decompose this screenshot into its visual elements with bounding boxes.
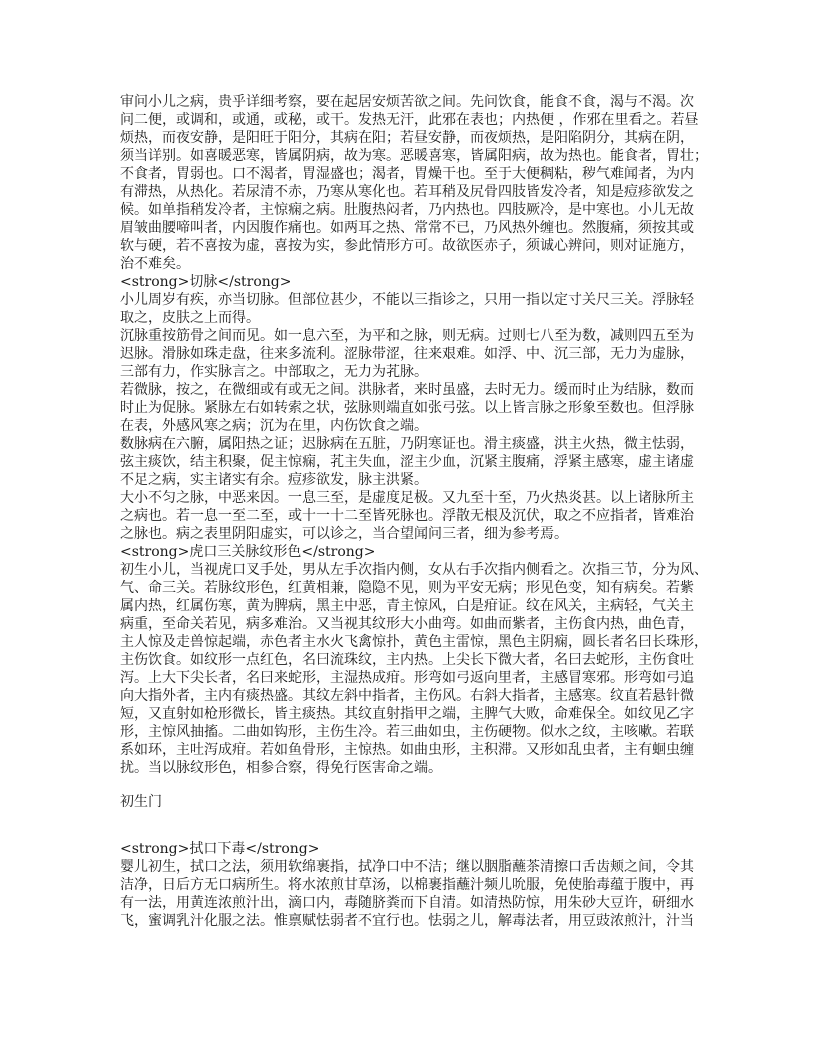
text-line: 小儿周岁有疾，亦当切脉。但部位甚少，不能以三指诊之，只用一指以定寸关尺三关。浮脉轻 <box>120 292 694 308</box>
text-line: 系如环，主吐泻成疳。若如鱼骨形，主惊热。如曲虫形，主积滞。又形如乱虫者，主有蛔虫缠 <box>120 742 694 758</box>
spacer <box>120 777 720 793</box>
text-line: 须当详别。如喜暖恶寒，皆属阴病，故为寒。恶暖喜寒，皆属阳病，故为热也。能食者，胃壮； <box>120 148 708 164</box>
paragraph-rapid-pulse <box>120 435 720 489</box>
text-line: 短，又直射如枪形微长，皆主痰热。其纹直射指甲之端，主脾气大败，命难保全。如纹见乙字 <box>120 706 694 722</box>
text-line: 眉皱曲腰啼叫者，内因腹作痛也。如两耳之热、常常不已，乃风热外缠也。然腹痛，须按其或 <box>120 220 694 236</box>
text-line: 扰。当以脉纹形色，相参合察，得免行医害命之端。 <box>120 760 442 776</box>
text-line: 有一法，用黄连浓煎汁出，滴口内，毒随脐粪而下自清。如清热防惊，用朱砂大豆许，研细水 <box>120 895 694 911</box>
heading-hukou: <strong>虎口三关脉纹形色</strong> <box>120 544 376 560</box>
text-line: 问二便，或调和，或通，或秘，或干。发热无汗，此邪在表也；内热便 ，作邪在里看之。若昼 <box>120 112 699 128</box>
text-line: 之脉也。病之表里阴阳虚实，可以诊之，当合望闻问三者，细为参考焉。 <box>120 526 568 542</box>
text-line: 不足之病，实主诸实有余。痘疹欲发，脉主洪紧。 <box>120 472 428 488</box>
paragraph-hukou <box>120 561 720 777</box>
text-line: 不食者，胃弱也。口不渴者，胃湿盛也；渴者，胃燥干也。至于大便稠粘，秽气难闻者，为内 <box>120 166 694 182</box>
text-line: 时止为促脉。紧脉左右如转索之状，弦脉则端直如张弓弦。以上皆言脉之形象至数也。但浮脉 <box>120 400 694 416</box>
text-line: 在表，外感风寒之病；沉为在里，内伤饮食之端。 <box>120 418 428 434</box>
text-line: 有滞热，从热化。若尿清不赤，乃寒从寒化也。若耳稍及尻骨四肢皆发冷者，知是痘疹欲发之 <box>120 184 694 200</box>
text-line: 审问小儿之病，贵乎详细考察，要在起居安烦苦欲之间。先问饮食，能食不食，渴与不渴。次 <box>120 94 694 110</box>
text-line: 之病也。若一息一至二至，或十一十二至皆死脉也。浮散无根及沉伏，取之不应指者，皆难治 <box>120 508 694 524</box>
text-line: 洁净，日后方无口病所生。将水浓煎甘草汤，以棉裹指蘸汁频儿吮服，免使胎毒蕴于腹中，再 <box>120 877 694 893</box>
text-line: 弦主痰饮，结主积聚，促主惊痫，芤主失血，涩主少血，沉紧主腹痛，浮紧主感寒，虚主诸虚 <box>120 454 694 470</box>
paragraph-shikou <box>120 858 720 930</box>
text-line: 初生小儿，当视虎口叉手处，男从左手次指内侧，女从右手次指内侧看之。次指三节，分为风、 <box>120 562 708 578</box>
paragraph-uneven-pulse <box>120 489 720 543</box>
section-title: 初生门 <box>120 794 162 810</box>
text-line: 沉脉重按筋骨之间而见。如一息六至，为平和之脉，则无病。过则七八至为数，减则四五至为 <box>120 328 694 344</box>
text-line: 取之，皮肤之上而得。 <box>120 310 260 326</box>
document-page <box>120 93 720 930</box>
text-line: 迟脉。滑脉如珠走盘，往来多流利。涩脉带涩，往来艰难。如浮、中、沉三部，无力为虚脉， <box>120 346 694 362</box>
text-line: 候。如单指稍发冷者，主惊痫之病。肚腹热闷者，乃内热也。四肢厥冷，是中寒也。小儿无故 <box>120 202 694 218</box>
paragraph-pulse-intro <box>120 291 720 327</box>
text-line: 烦热，而夜安静，是阳旺于阳分，其病在阳；若昼安静，而夜烦热，是阳陷阴分，其病在阴， <box>120 130 694 146</box>
heading-shikou: <strong>拭口下毒</strong> <box>120 841 320 857</box>
text-line: 形，主惊风抽搐。二曲如钩形，主伤生冷。若三曲如虫，主伤硬物。似水之纹，主咳嗽。若联 <box>120 724 694 740</box>
text-line: 三部有力，作实脉言之。中部取之，无力为芤脉。 <box>120 364 428 380</box>
text-line: 病重，至命关若见，病多难治。又当视其纹形大小曲弯。如曲而紫者，主伤食内热，曲色青， <box>120 616 694 632</box>
text-line: 若微脉，按之，在微细或有或无之间。洪脉者，来时虽盛，去时无力。缓而时止为结脉，数而 <box>120 382 694 398</box>
text-line: 飞，蜜调乳汁化服之法。惟禀赋怯弱者不宜行也。怯弱之儿，解毒法者，用豆豉浓煎汁，汁当 <box>120 913 694 929</box>
text-line: 主伤饮食。如纹形一点红色，名曰流珠纹，主内热。上尖长下微大者，名曰去蛇形，主伤食吐 <box>120 652 694 668</box>
text-line: 气、命三关。若脉纹形色，红黄相兼，隐隐不见，则为平安无病；形见色变，知有病矣。若紫 <box>120 580 694 596</box>
heading-qiemai: <strong>切脉</strong> <box>120 274 292 290</box>
spacer <box>120 811 720 840</box>
text-line: 主人惊及走兽惊起端，赤色者主水火飞禽惊扑，黄色主雷惊，黑色主阴痫，圆长者名曰长珠形， <box>120 634 708 650</box>
paragraph-faint-pulse <box>120 381 720 435</box>
text-line: 泻。上大下尖长者，名曰来蛇形，主湿热成疳。形弯如弓返向里者，主感冒寒邪。形弯如弓追 <box>120 670 694 686</box>
paragraph-intro <box>120 93 720 273</box>
text-line: 大小不匀之脉，中恶来因。一息三至，是虚度足极。又九至十至，乃火热炎甚。以上诸脉所主 <box>120 490 694 506</box>
text-line: 婴儿初生，拭口之法，须用软绵裹指，拭净口中不洁；继以胭脂蘸茶清擦口舌齿颊之间，令其 <box>120 859 694 875</box>
text-line: 数脉病在六腑，属阳热之证；迟脉病在五脏，乃阴寒证也。滑主痰盛，洪主火热，微主怯弱， <box>120 436 694 452</box>
text-line: 向大指外者，主内有痰热盛。其纹左斜中指者，主伤风。右斜大指者，主感寒。纹直若悬针微 <box>120 688 694 704</box>
text-line: 属内热，红属伤寒，黄为脾病，黑主中恶，青主惊风，白是疳证。纹在风关，主病轻，气关主 <box>120 598 694 614</box>
text-line: 治不难矣。 <box>120 256 190 272</box>
paragraph-deep-pulse <box>120 327 720 381</box>
text-line: 软与硬，若不喜按为虚，喜按为实，参此情形方可。故欲医赤子，须诚心辨问，则对证施方， <box>120 238 694 254</box>
